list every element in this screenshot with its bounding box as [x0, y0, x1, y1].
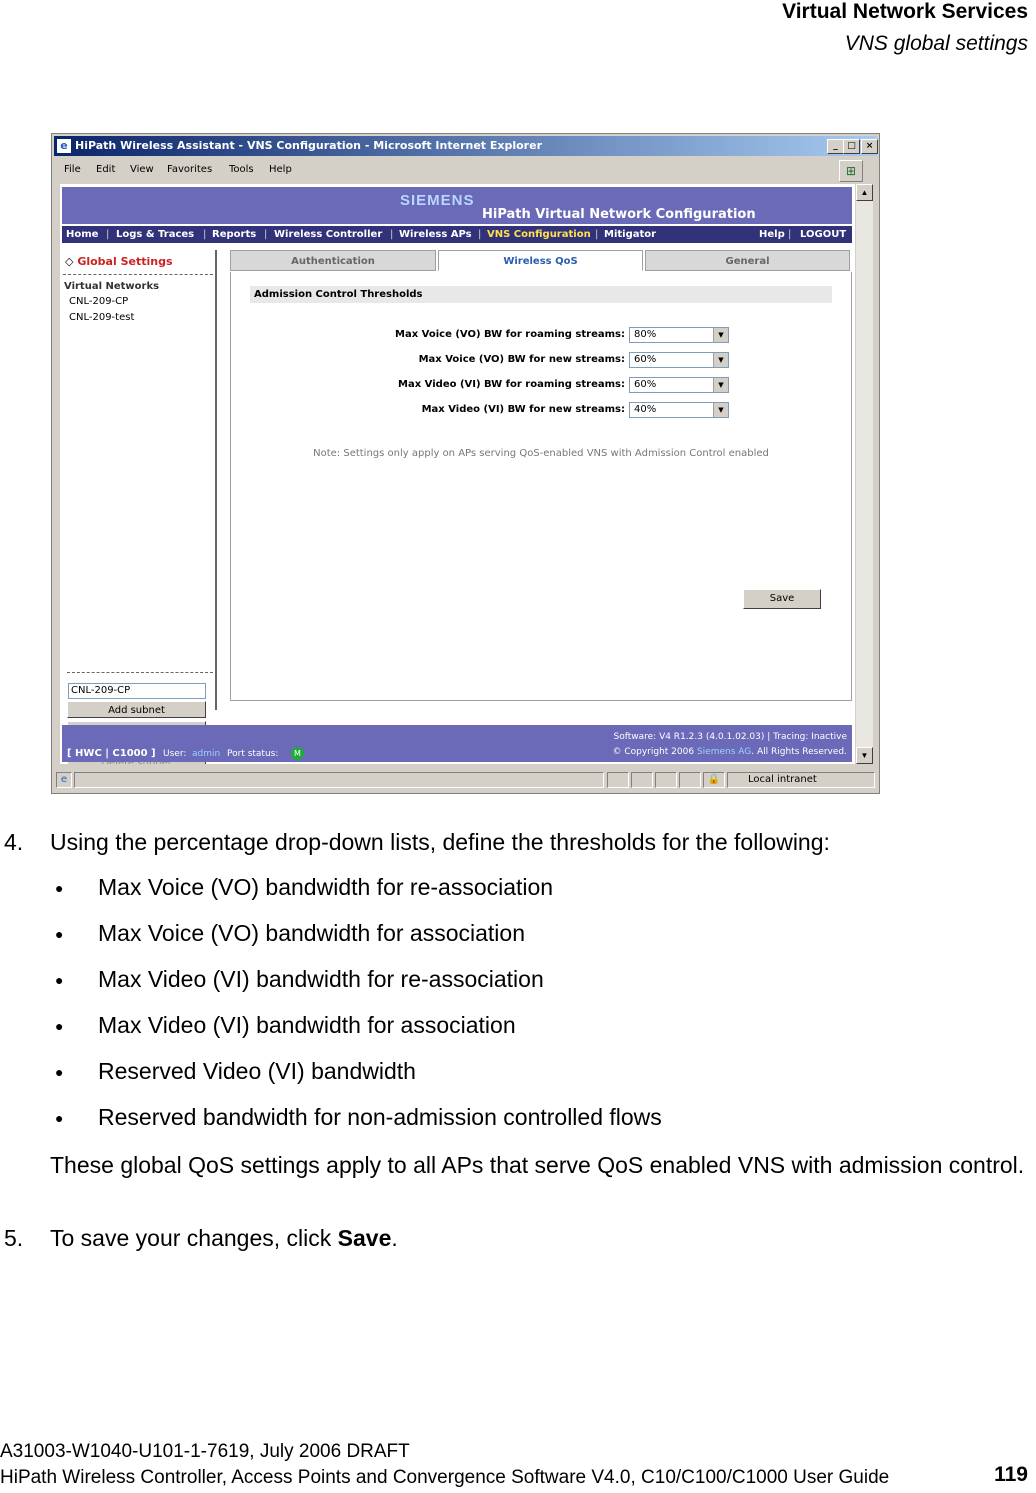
bullet-icon: ●: [55, 880, 64, 896]
nav-home[interactable]: Home: [66, 229, 99, 240]
page-icon: e: [56, 772, 72, 788]
select-value: 60%: [634, 354, 657, 365]
vo-new-select[interactable]: [629, 352, 729, 368]
page-number: 119: [994, 1463, 1028, 1486]
lock-icon: 🔒: [703, 772, 725, 788]
nav-wireless-aps[interactable]: Wireless APs: [399, 229, 472, 240]
field-label: Max Voice (VO) BW for roaming streams:: [395, 329, 625, 340]
doc-title: HiPath Wireless Controller, Access Points and Convergence Software V4.0, C10/C100/C1000 User Guide: [0, 1467, 890, 1488]
qos-paragraph: These global QoS settings apply to all APs that serve QoS enabled VNS with admission control.: [50, 1152, 1025, 1178]
nav-vns-configuration[interactable]: VNS Configuration: [487, 229, 591, 240]
vo-roaming-select[interactable]: [629, 327, 729, 343]
step-5-post: .: [391, 1225, 398, 1251]
menu-help[interactable]: Help: [269, 164, 292, 175]
footer-port-label: Port status:: [227, 749, 279, 759]
sidebar-network-cnl-209-cp[interactable]: CNL-209-CP: [69, 296, 129, 307]
windows-logo-icon: ⊞: [839, 160, 863, 182]
step-5-text: [50, 1224, 398, 1252]
footer-copyright: [612, 747, 847, 757]
menu-favorites[interactable]: Favorites: [167, 164, 213, 175]
status-text-cell: [74, 772, 604, 788]
divider: [63, 274, 213, 275]
chevron-down-icon: ▼: [713, 328, 728, 342]
vi-new-select[interactable]: [629, 402, 729, 418]
footer-user: admin: [192, 749, 221, 759]
sidebar-network-cnl-209-test[interactable]: CNL-209-test: [69, 312, 135, 323]
bullet-icon: ●: [55, 926, 64, 942]
browser-viewport: [60, 184, 855, 764]
menu-file[interactable]: File: [64, 164, 81, 175]
nav-logout[interactable]: LOGOUT: [800, 229, 847, 240]
menu-view[interactable]: View: [130, 164, 154, 175]
scroll-up-icon[interactable]: ▲: [856, 184, 873, 201]
step-5-save: Save: [337, 1225, 392, 1251]
nav-separator: |: [106, 229, 110, 240]
port-status-icon: M: [291, 747, 304, 760]
add-subnet-button[interactable]: Add subnet: [67, 701, 206, 718]
status-cell: [655, 772, 677, 788]
tab-authentication[interactable]: Authentication: [230, 250, 436, 271]
tab-general[interactable]: General: [645, 250, 850, 271]
doc-id: A31003-W1040-U101-1-7619, July 2006 DRAFT: [0, 1441, 410, 1462]
top-nav: [62, 226, 852, 243]
page-header-title: Virtual Network Services: [782, 0, 1028, 23]
nav-separator: |: [478, 229, 482, 240]
copyright-text: © Copyright 2006: [612, 747, 695, 757]
select-value: 80%: [634, 329, 657, 340]
siemens-logo: SIEMENS: [400, 192, 475, 209]
menu-edit[interactable]: Edit: [96, 164, 116, 175]
list-item: Max Video (VI) bandwidth for re-association: [98, 966, 544, 992]
nav-separator: |: [203, 229, 207, 240]
nav-separator: |: [788, 229, 792, 240]
vertical-scrollbar[interactable]: [855, 184, 873, 764]
nav-wireless-controller[interactable]: Wireless Controller: [274, 229, 383, 240]
minimize-button[interactable]: _: [827, 139, 844, 154]
field-label: Max Voice (VO) BW for new streams:: [418, 354, 625, 365]
subnet-name-input[interactable]: CNL-209-CP: [68, 683, 206, 699]
local-intranet-label: Local intranet: [748, 774, 817, 785]
window-title: HiPath Wireless Assistant - VNS Configuration - Microsoft Internet Explorer: [75, 139, 542, 152]
divider: [67, 672, 213, 673]
bullet-icon: ●: [55, 1018, 64, 1034]
bullet-icon: ●: [55, 972, 64, 988]
rights-text: . All Rights Reserved.: [751, 747, 847, 757]
nav-reports[interactable]: Reports: [212, 229, 257, 240]
browser-window: [51, 133, 880, 794]
bullet-icon: ●: [55, 1064, 64, 1080]
tab-wireless-qos[interactable]: Wireless QoS: [438, 250, 643, 271]
select-value: 60%: [634, 379, 657, 390]
app-banner: [62, 187, 852, 224]
footer-controller: [ HWC | C1000 ]: [67, 748, 156, 759]
virtual-networks-label: Virtual Networks: [64, 281, 160, 292]
step-4-text: Using the percentage drop-down lists, define the thresholds for the following:: [50, 829, 830, 855]
vi-roaming-select[interactable]: [629, 377, 729, 393]
field-label: Max Video (VI) BW for new streams:: [421, 404, 625, 415]
zone-cell: [727, 772, 875, 788]
sidebar: [60, 250, 216, 716]
nav-separator: |: [595, 229, 599, 240]
list-item: Max Voice (VO) bandwidth for association: [98, 920, 525, 946]
field-label: Max Video (VI) BW for roaming streams:: [398, 379, 625, 390]
menu-bar: [54, 159, 877, 181]
list-item: Reserved bandwidth for non-admission controlled flows: [98, 1104, 662, 1130]
nav-separator: |: [390, 229, 394, 240]
window-titlebar: [54, 136, 877, 156]
status-cell: [631, 772, 653, 788]
chevron-down-icon: ▼: [713, 378, 728, 392]
sidebar-divider: [215, 250, 217, 710]
chevron-down-icon: ▼: [713, 353, 728, 367]
sidebar-global-settings[interactable]: [65, 255, 173, 268]
nav-help[interactable]: Help: [759, 229, 785, 240]
list-item: Reserved Video (VI) bandwidth: [98, 1058, 416, 1084]
chevron-down-icon: ▼: [713, 403, 728, 417]
nav-separator: |: [264, 229, 268, 240]
step-number: 5.: [4, 1225, 24, 1251]
list-item: Max Voice (VO) bandwidth for re-association: [98, 874, 554, 900]
tab-bar: [230, 250, 850, 272]
global-settings-label: Global Settings: [77, 255, 173, 268]
nav-logs-traces[interactable]: Logs & Traces: [116, 229, 195, 240]
status-cell: [679, 772, 701, 788]
scroll-down-icon[interactable]: ▼: [856, 747, 873, 764]
app-title: HiPath Virtual Network Configuration: [482, 207, 756, 222]
nav-mitigator[interactable]: Mitigator: [604, 229, 657, 240]
ie-icon: e: [57, 139, 71, 153]
step-5-pre: To save your changes, click: [50, 1225, 338, 1251]
menu-tools[interactable]: Tools: [229, 164, 254, 175]
list-item: Max Video (VI) bandwidth for association: [98, 1012, 516, 1038]
app-footer: [62, 725, 852, 762]
bullet-icon: ●: [55, 1110, 64, 1126]
close-button[interactable]: ×: [861, 139, 878, 154]
footer-software: Software: V4 R1.2.3 (4.0.1.02.03) | Tracing: Inactive: [613, 732, 847, 742]
page-header-subtitle: VNS global settings: [844, 32, 1028, 55]
maximize-button[interactable]: □: [843, 139, 860, 154]
status-bar: [54, 770, 877, 790]
qos-panel: [230, 272, 852, 701]
select-value: 40%: [634, 404, 657, 415]
company-link[interactable]: Siemens AG: [696, 747, 752, 757]
settings-note: Note: Settings only apply on APs serving QoS-enabled VNS with Admission Control enabled: [313, 448, 769, 459]
section-title: Admission Control Thresholds: [250, 286, 832, 303]
footer-user-label: User:: [163, 749, 187, 759]
diamond-icon: ◇: [65, 255, 74, 268]
status-cell: [607, 772, 629, 788]
save-button[interactable]: Save: [743, 589, 821, 609]
step-number: 4.: [4, 829, 24, 855]
